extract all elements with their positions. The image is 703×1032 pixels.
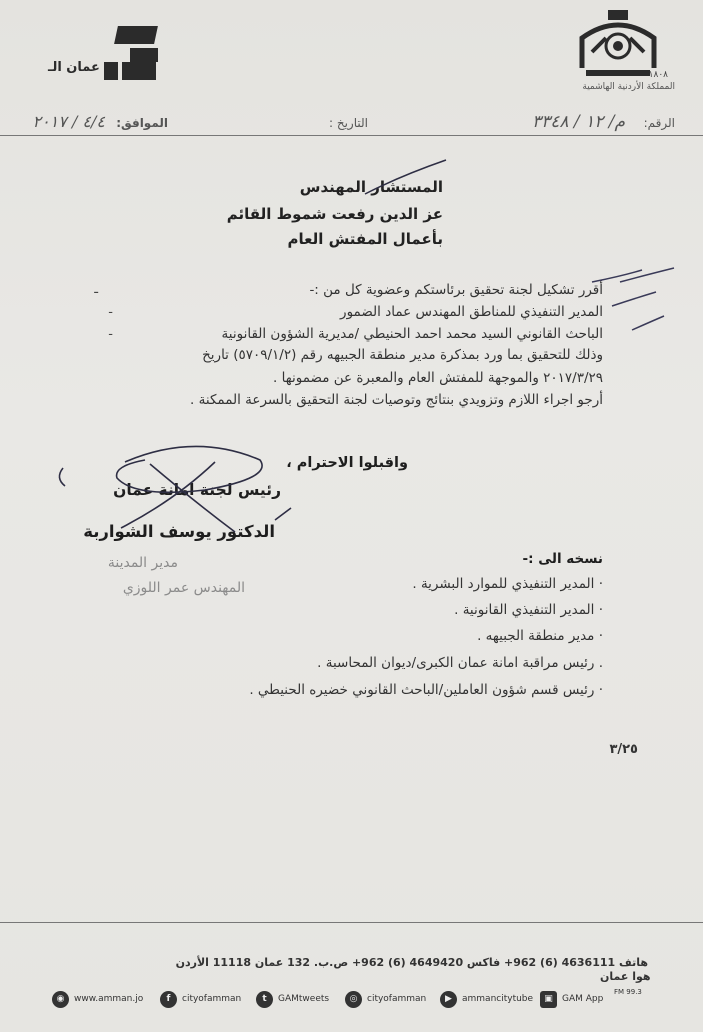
youtube-icon: ▶ — [440, 991, 457, 1008]
app-icon: ▣ — [540, 991, 557, 1008]
corresponding-value: ٤/٤ / ٢٠١٧ — [32, 112, 105, 131]
emblem-caption: المملكة الأردنية الهاشمية — [582, 82, 675, 92]
radio-frequency: FM 99.3 — [614, 988, 642, 996]
social-link-youtube[interactable] — [440, 988, 533, 1010]
pen-stroke-mark — [360, 158, 450, 198]
body-member-1: المدير التنفيذي للمناطق المهندس عماد الضمور — [340, 304, 603, 320]
stamp-line-2: المهندس عمر اللوزي — [122, 580, 245, 596]
amman-logo — [48, 18, 158, 88]
body-date-line: ٢٠١٧/٣/٢٩ والموجهة للمفتش العام والمعبرة عن مضمونها . — [273, 370, 603, 386]
body-intro: أقرر تشكيل لجنة تحقيق برئاستكم وعضوية كل من :- — [309, 282, 603, 298]
footer-divider — [0, 922, 703, 923]
stamp-line-1: مدير المدينة — [107, 555, 178, 571]
body-request: أرجو اجراء اللازم وتزويدي بنتائج وتوصيات لجنة التحقيق بالسرعة الممكنة . — [190, 392, 603, 408]
body-investigation: وذلك للتحقيق بما ورد بمذكرة مدير منطقة الجبيهه رقم (٥٧٠٩/١/٢) تاريخ — [202, 347, 603, 363]
logo-left-text: عمان الـ — [48, 60, 100, 75]
addressee-name: عز الدين رفعت شموط القائم — [226, 205, 443, 223]
footer-address: هاتف 4636111 (6) 962+ فاكس 4649420 (6) 962+ ص.ب. 132 عمان 11118 الأردن — [175, 956, 648, 969]
addressee-title: المستشار المهندس — [299, 178, 443, 196]
social-link-label: ammancitytube — [462, 994, 534, 1004]
reference-line — [0, 112, 703, 142]
copy-item: · مدير منطقة الجبيهه . — [477, 628, 603, 644]
bullet-dash: - — [108, 305, 113, 320]
social-link-label: www.amman.jo — [74, 994, 144, 1004]
signatory-title: رئيس لجنة امانة عمان — [113, 481, 281, 499]
ref-value: م/ ١٢ / ٣٣٤٨ — [531, 112, 625, 132]
emblem-number: ١٨٠٨ — [648, 70, 668, 80]
signatory-name: الدكتور يوسف الشواربة — [83, 522, 275, 541]
copy-item: · المدير التنفيذي القانونية . — [454, 602, 603, 618]
social-link-twitter[interactable] — [256, 988, 329, 1010]
copy-item: . رئيس مراقبة امانة عمان الكبرى/ديوان المحاسبة . — [317, 655, 603, 671]
social-link-facebook[interactable] — [160, 988, 241, 1010]
copy-item: · رئيس قسم شؤون العاملين/الباحث القانوني خضيره الحنيطي . — [249, 682, 603, 698]
social-link-app[interactable] — [540, 988, 603, 1010]
bullet-dash: ـ — [94, 282, 98, 297]
facebook-icon: f — [160, 991, 177, 1008]
addressee-position: بأعمال المفتش العام — [287, 230, 443, 248]
social-link-instagram[interactable] — [345, 988, 426, 1010]
bullet-dash: - — [108, 327, 113, 342]
date-label: التاريخ : — [328, 116, 368, 130]
signature-scribble — [55, 442, 295, 542]
instagram-icon: ◎ — [345, 991, 362, 1008]
social-link-website[interactable] — [52, 988, 143, 1010]
twitter-icon: t — [256, 991, 273, 1008]
copies-header: نسخه الى :- — [522, 551, 603, 567]
social-link-label: cityofamman — [367, 994, 427, 1004]
body-member-2: الباحث القانوني السيد محمد احمد الحنيطي /مديرية الشؤون القانونية — [221, 326, 603, 342]
check-marks — [592, 268, 682, 338]
social-link-label: cityofamman — [182, 994, 242, 1004]
globe-icon: ◉ — [52, 991, 69, 1008]
social-link-label: GAM App — [562, 994, 604, 1004]
ref-label: الرقم: — [643, 116, 675, 130]
page-code: ٣/٢٥ — [609, 742, 638, 757]
closing-regards: واقبلوا الاحترام ، — [286, 455, 408, 471]
social-link-label: GAMtweets — [278, 994, 330, 1004]
copy-item: · المدير التنفيذي للموارد البشرية . — [412, 576, 603, 592]
radio-brand: هوا عمان — [600, 970, 651, 983]
corresponding-label: الموافق: — [116, 116, 168, 130]
